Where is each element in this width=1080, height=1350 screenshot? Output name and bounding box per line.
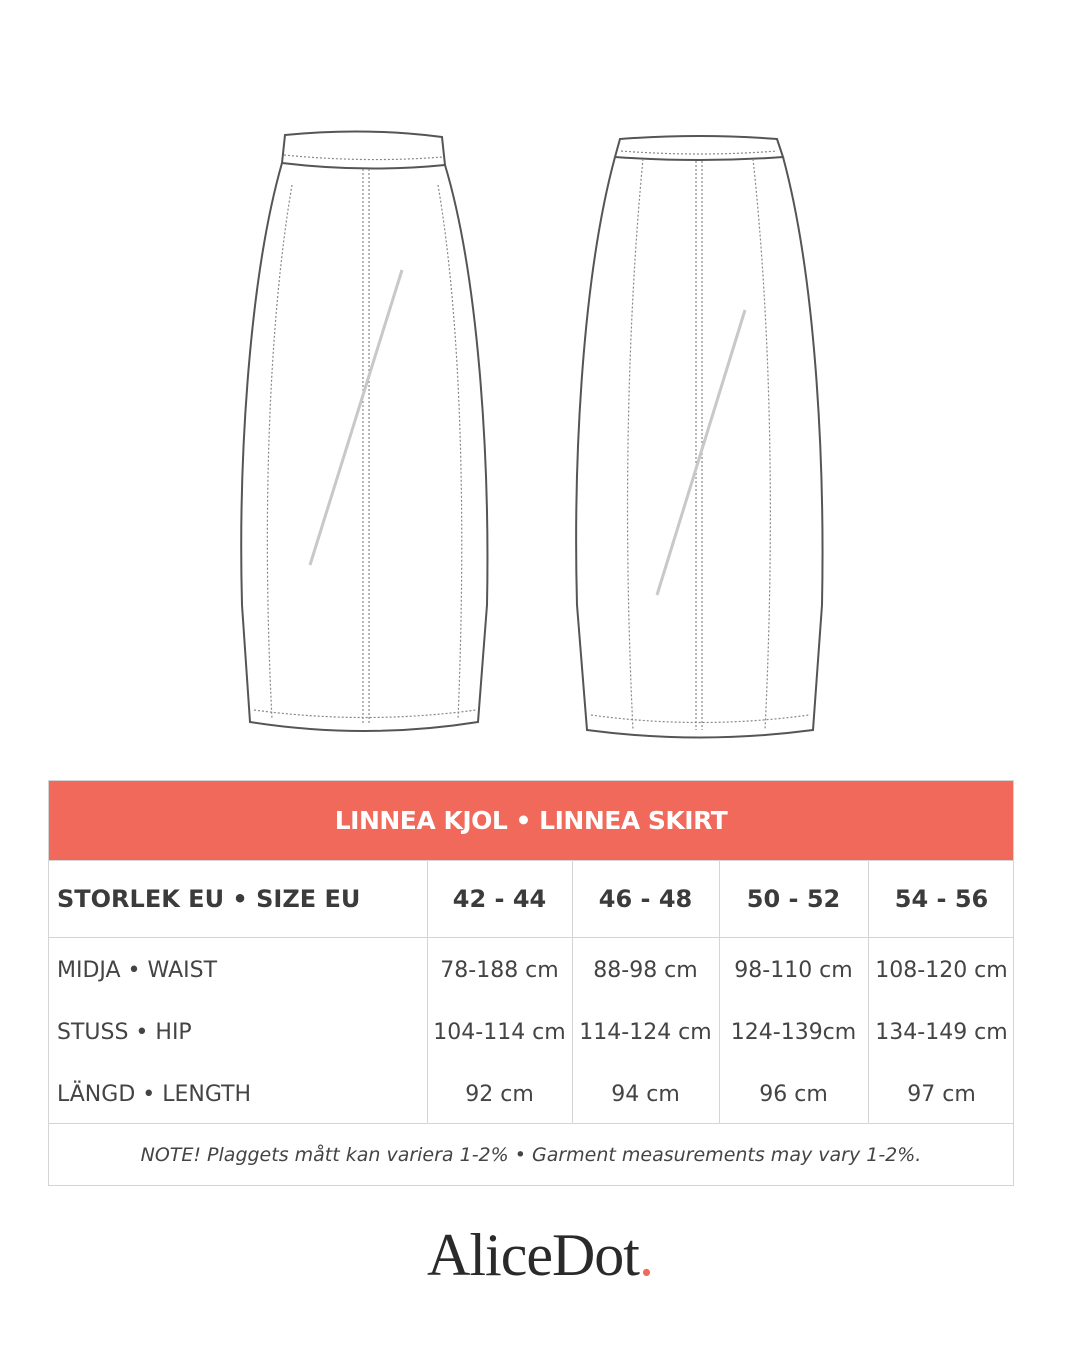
size-chart-table: [48, 780, 1014, 1186]
size-header: 50 - 52: [746, 885, 841, 913]
brand-dot: .: [638, 1221, 653, 1288]
waist-value: 88-98 cm: [593, 957, 698, 983]
length-value: 97 cm: [907, 1081, 976, 1107]
measurement-note: NOTE! Plaggets mått kan variera 1-2% • Garment measurements may vary 1-2%.: [140, 1144, 922, 1166]
size-column-label: STORLEK EU • SIZE EU: [57, 885, 361, 913]
hip-value: 134-149 cm: [875, 1019, 1008, 1045]
hip-label: STUSS • HIP: [57, 1019, 192, 1045]
waist-label: MIDJA • WAIST: [57, 957, 218, 983]
table-title: LINNEA KJOL • LINNEA SKIRT: [49, 781, 1013, 860]
hip-value: 114-124 cm: [579, 1019, 712, 1045]
waist-value: 98-110 cm: [734, 957, 853, 983]
waist-value: 78-188 cm: [440, 957, 559, 983]
length-value: 94 cm: [611, 1081, 680, 1107]
size-header: 54 - 56: [894, 885, 989, 913]
brand-logo: [0, 1215, 1080, 1295]
skirt-front-sketch: [230, 125, 500, 745]
brand-name: AliceDot: [427, 1221, 639, 1288]
hip-value: 124-139cm: [730, 1019, 857, 1045]
size-header: 42 - 44: [452, 885, 547, 913]
length-value: 96 cm: [759, 1081, 828, 1107]
hip-value: 104-114 cm: [433, 1019, 566, 1045]
size-header: 46 - 48: [598, 885, 693, 913]
length-value: 92 cm: [465, 1081, 534, 1107]
waist-value: 108-120 cm: [875, 957, 1008, 983]
length-label: LÄNGD • LENGTH: [57, 1081, 252, 1107]
skirt-back-sketch: [565, 125, 835, 745]
